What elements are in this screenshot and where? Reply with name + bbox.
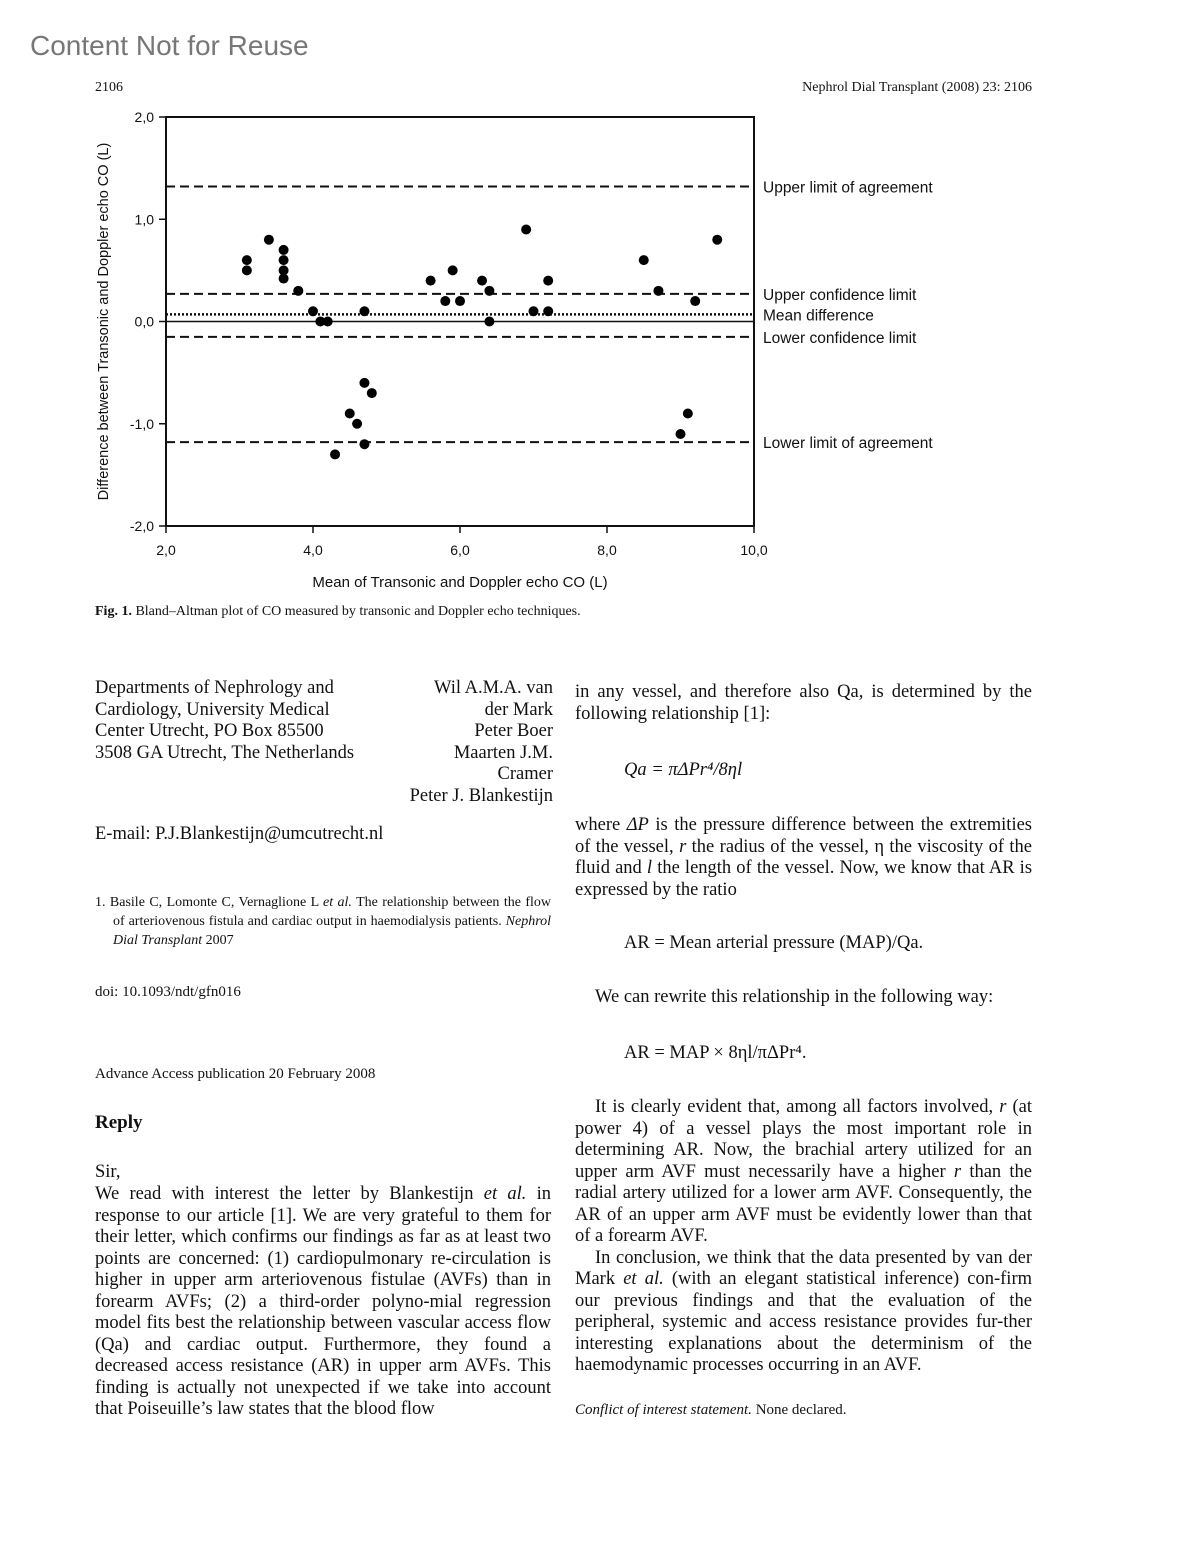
- email: E-mail: P.J.Blankestijn@umcutrecht.nl: [95, 824, 384, 844]
- author-name: der Mark: [484, 699, 553, 720]
- caption-text: Bland–Altman plot of CO measured by transonic and Doppler echo techniques.: [135, 604, 581, 619]
- figure-caption: [95, 604, 581, 620]
- data-point: [484, 317, 494, 327]
- data-point: [676, 429, 686, 439]
- text-span: (with an elegant statistical inference) con-firm our previous findings and that the evaluation of the peripheral, systemic and access resistance provides fur-ther interesting explanations about the determinism of the haemodynamic processes occurring in an AVF.: [575, 1269, 1032, 1375]
- salutation: Sir,: [95, 1162, 121, 1182]
- data-point: [279, 274, 289, 284]
- equation-1: Qa = πΔPr⁴/8ηl: [624, 760, 743, 780]
- y-tick-label: 0,0: [134, 313, 154, 330]
- x-axis-label: Mean of Transonic and Doppler echo CO (L): [312, 574, 608, 591]
- reply-paragraph-3: [575, 815, 1032, 901]
- affiliation-line: Cardiology, University Medical: [95, 699, 330, 720]
- data-point: [279, 255, 289, 265]
- data-point: [477, 276, 487, 286]
- data-point: [440, 296, 450, 306]
- data-point: [426, 276, 436, 286]
- data-point: [448, 265, 458, 275]
- advance-access: Advance Access publication 20 February 2008: [95, 1066, 376, 1082]
- author-name: Cramer: [497, 764, 553, 785]
- text-italic: et al.: [623, 1269, 664, 1289]
- doi: doi: 10.1093/ndt/gfn016: [95, 984, 241, 1000]
- data-point: [323, 317, 333, 327]
- text-span: the length of the vessel. Now, we know that AR is expressed by the ratio: [575, 858, 1033, 900]
- reply-paragraph-4: We can rewrite this relationship in the following way:: [595, 987, 994, 1007]
- text-span: where: [575, 815, 621, 835]
- author-name: Peter J. Blankestijn: [409, 785, 553, 806]
- data-point: [639, 255, 649, 265]
- data-point: [279, 245, 289, 255]
- data-point: [690, 296, 700, 306]
- x-tick-label: 6,0: [450, 542, 470, 558]
- reference-line-label: Upper limit of agreement: [763, 179, 933, 197]
- author-name: Peter Boer: [474, 721, 553, 742]
- page-number: 2106: [95, 80, 123, 95]
- reference-title: The relationship between the flow of arteriovenous fistula and cardiac output in haemodialysis patients.: [113, 895, 552, 929]
- caption-label: Fig. 1.: [95, 604, 132, 619]
- reference-authors: Basile C, Lomonte C, Vernaglione L: [109, 895, 319, 910]
- data-point: [455, 296, 465, 306]
- data-point: [484, 286, 494, 296]
- coi-label: Conflict of interest statement.: [575, 1402, 752, 1418]
- text-span: is the pressure difference between the extremities of the vessel,: [575, 815, 1032, 857]
- reference-etal: et al.: [323, 895, 352, 910]
- text-italic: r: [679, 836, 687, 857]
- affiliation-line: Center Utrecht, PO Box 85500: [95, 721, 324, 742]
- y-tick-label: -1,0: [129, 415, 154, 432]
- affiliation-line: Departments of Nephrology and: [95, 678, 334, 698]
- reference-number: 1.: [95, 895, 106, 910]
- data-point: [264, 235, 274, 245]
- data-point: [367, 388, 377, 398]
- text-span: in response to our article [1]. We are very grateful to them for their letter, which confirms our findings as far as at least two points are concerned: (1) cardiopulmonary re-circulation is higher in upper arm arteriovenous fistulae (AVFs) than in forearm AVFs; (2) a third-order polyno-mial regression model fits best the relationship between vascular access flow (Qa) and cardiac output. Furthermore, they found a decreased access resistance (AR) in upper arm AVFs. This finding is actually not unexpected if we take into account that Poiseuille’s law states that the blood flow: [95, 1184, 551, 1419]
- y-tick-label: 1,0: [134, 211, 154, 228]
- affiliation-line: 3508 GA Utrecht, The Netherlands: [95, 742, 355, 763]
- equation-3: AR = MAP × 8ηl/πΔPr⁴.: [624, 1043, 807, 1063]
- y-tick-label: -2,0: [129, 518, 154, 534]
- data-point: [293, 286, 303, 296]
- data-point: [352, 419, 362, 429]
- reference-line-label: Upper confidence limit: [763, 286, 917, 304]
- text-span: the radius of the vessel, η the viscosity of the fluid and: [575, 836, 1033, 878]
- text-italic: et al.: [483, 1184, 527, 1204]
- reply-paragraph-1: [95, 1184, 551, 1421]
- data-point: [653, 286, 663, 296]
- reply-paragraph-5: [575, 1097, 1032, 1377]
- data-point: [308, 306, 318, 316]
- data-point: [359, 439, 369, 449]
- data-point: [712, 235, 722, 245]
- data-point: [521, 224, 531, 234]
- affiliation: [95, 678, 395, 764]
- data-point: [359, 378, 369, 388]
- text-span: In conclusion, we think that the data presented by van der Mark: [575, 1247, 1032, 1289]
- reply-paragraph-2: in any vessel, and therefore also Qa, is determined by the following relationship [1]:: [575, 682, 1032, 724]
- author-list: [395, 678, 553, 808]
- text-italic: r: [953, 1161, 962, 1182]
- data-point: [242, 265, 252, 275]
- conflict-of-interest: [575, 1402, 846, 1419]
- text-span: (at power 4) of a vessel plays the most important role in determining AR. Now, the brachial artery utilized for an upper arm AVF must necessarily have a higher: [575, 1097, 1033, 1182]
- coi-text: None declared.: [755, 1402, 847, 1418]
- reference-line-label: Mean difference: [763, 307, 874, 325]
- text-italic: l: [646, 858, 653, 878]
- reply-heading: Reply: [95, 1112, 143, 1133]
- text-italic: r: [999, 1097, 1007, 1117]
- data-point: [683, 409, 693, 419]
- author-name: Wil A.M.A. van: [434, 678, 553, 698]
- data-point: [543, 306, 553, 316]
- data-point: [242, 255, 252, 265]
- x-tick-label: 2,0: [156, 542, 176, 558]
- reference-line-label: Lower confidence limit: [763, 329, 917, 347]
- watermark: Content Not for Reuse: [30, 30, 309, 61]
- data-point: [529, 306, 539, 316]
- bland-altman-chart: [0, 100, 1200, 600]
- y-axis-label: Difference between Transonic and Doppler echo CO (L): [96, 142, 112, 501]
- y-tick-label: 2,0: [134, 109, 154, 125]
- reference-journal: Nephrol Dial Transplant: [113, 914, 552, 948]
- author-name: Maarten J.M.: [453, 742, 553, 763]
- reference-line-label: Lower limit of agreement: [763, 435, 933, 453]
- reference-year: 2007: [205, 933, 234, 948]
- data-point: [345, 409, 355, 419]
- equation-2: AR = Mean arterial pressure (MAP)/Qa.: [624, 933, 924, 953]
- text-span: than the radial artery utilized for a lower arm AVF. Consequently, the AR of an upper arm AVF must be evidently lower than that of a forearm AVF.: [575, 1161, 1033, 1246]
- text-span: We read with interest the letter by Blankestijn: [95, 1184, 474, 1204]
- data-point: [330, 449, 340, 459]
- journal-header: Nephrol Dial Transplant (2008) 23: 2106: [802, 80, 1032, 95]
- x-tick-label: 8,0: [597, 542, 617, 558]
- data-point: [359, 306, 369, 316]
- text-italic: ΔP: [626, 815, 649, 835]
- text-span: It is clearly evident that, among all factors involved,: [595, 1097, 994, 1117]
- x-tick-label: 4,0: [303, 542, 323, 558]
- data-point: [543, 276, 553, 286]
- x-tick-label: 10,0: [740, 542, 768, 558]
- reference-1: [95, 893, 551, 950]
